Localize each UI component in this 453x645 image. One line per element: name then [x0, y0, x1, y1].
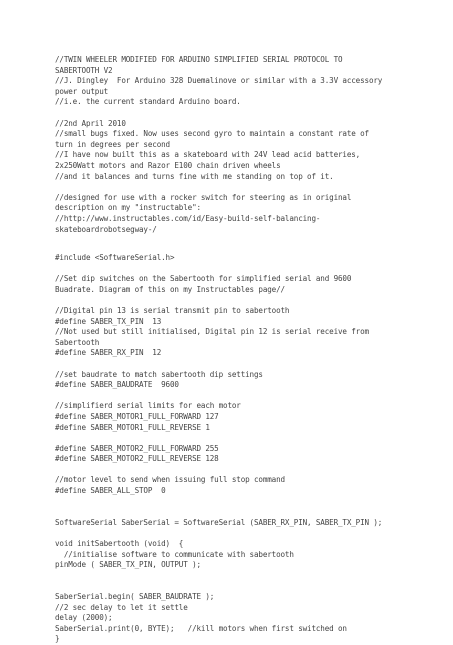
code-line: SaberSerial.begin( SABER_BAUDRATE ); [55, 592, 215, 601]
code-line: #define SABER_BAUDRATE 9600 [55, 380, 179, 390]
code-line: delay (2000); [55, 613, 113, 623]
code-line: #include <SoftwareSerial.h> [55, 253, 175, 262]
code-line: //J. Dingley For Arduino 328 Duemalinove or similar with a 3.3V accessory [55, 76, 383, 86]
code-line: //Digital pin 13 is serial transmit pin to sabertooth [55, 305, 290, 315]
code-line: #define SABER_TX_PIN 13 [55, 316, 162, 326]
code-line [55, 295, 59, 304]
code-line: //http://www.instructables.com/id/Easy-build-self-balancing- [55, 213, 321, 223]
code-line [55, 433, 59, 442]
code-line [55, 507, 59, 516]
code-line: SaberSerial.print(0, BYTE); //kill motors when first switched on [55, 623, 347, 633]
code-line: turn in degrees per second [55, 139, 170, 149]
code-line [55, 108, 59, 117]
code-line: //and it balances and turns fine with me standing on top of it. [55, 171, 334, 181]
code-line [55, 465, 59, 474]
code-block [55, 253, 395, 645]
code-line: //motor level to send when issuing full stop command [55, 475, 285, 485]
code-line: //I have now built this as a skateboard with 24V lead acid batteries, [55, 150, 361, 160]
code-line: //i.e. the current standard Arduino board. [55, 97, 241, 107]
code-line: #define SABER_MOTOR1_FULL_REVERSE 1 [55, 422, 210, 432]
code-line: //TWIN WHEELER MODIFIED FOR ARDUINO SIMPLIFIED SERIAL PROTOCOL TO [55, 55, 343, 64]
code-line: Buadrate. Diagram of this on my Instructables page// [55, 284, 285, 294]
code-line: } [55, 634, 60, 644]
code-line: power output [55, 86, 109, 96]
code-line [55, 391, 59, 400]
code-line: //small bugs fixed. Now uses second gyro to maintain a constant rate of [55, 129, 369, 139]
code-line [55, 571, 59, 580]
code-line: Sabertooth [55, 337, 100, 347]
code-line [55, 182, 59, 191]
code-line: //2nd April 2010 [55, 118, 126, 128]
code-line: 2x250Watt motors and Razor E100 chain driven wheels [55, 160, 281, 170]
code-line: description on my "instructable": [55, 203, 201, 213]
code-line: #define SABER_MOTOR2_FULL_REVERSE 128 [55, 454, 219, 464]
code-line: SABERTOOTH V2 [55, 65, 113, 75]
code-line: //initialise software to communicate with sabertooth [55, 549, 294, 559]
header-comment-block [55, 55, 395, 235]
code-line [55, 497, 59, 506]
code-line: //Set dip switches on the Sabertooth for simplified serial and 9600 [55, 274, 352, 284]
code-line: #define SABER_MOTOR1_FULL_FORWARD 127 [55, 411, 219, 421]
code-line: //simplifierd serial limits for each motor [55, 401, 241, 411]
code-line: SoftwareSerial SaberSerial = SoftwareSerial (SABER_RX_PIN, SABER_TX_PIN ); [55, 517, 383, 527]
code-line: #define SABER_ALL_STOP 0 [55, 486, 166, 496]
code-line: //set baudrate to match sabertooth dip settings [55, 369, 263, 379]
code-line [55, 359, 59, 368]
code-line [55, 581, 59, 590]
code-line: //designed for use with a rocker switch for steering as in original [55, 192, 352, 202]
code-line: //Not used but still initialised, Digital pin 12 is serial receive from [55, 327, 369, 337]
code-line [55, 528, 59, 537]
code-line: //2 sec delay to let it settle [55, 602, 188, 612]
code-line [55, 264, 59, 273]
code-line: pinMode ( SABER_TX_PIN, OUTPUT ); [55, 560, 201, 570]
code-line: void initSabertooth (void) { [55, 539, 184, 549]
code-line: #define SABER_MOTOR2_FULL_FORWARD 255 [55, 443, 219, 453]
code-line: skateboardrobotsegway-/ [55, 224, 157, 234]
code-line: #define SABER_RX_PIN 12 [55, 348, 162, 358]
